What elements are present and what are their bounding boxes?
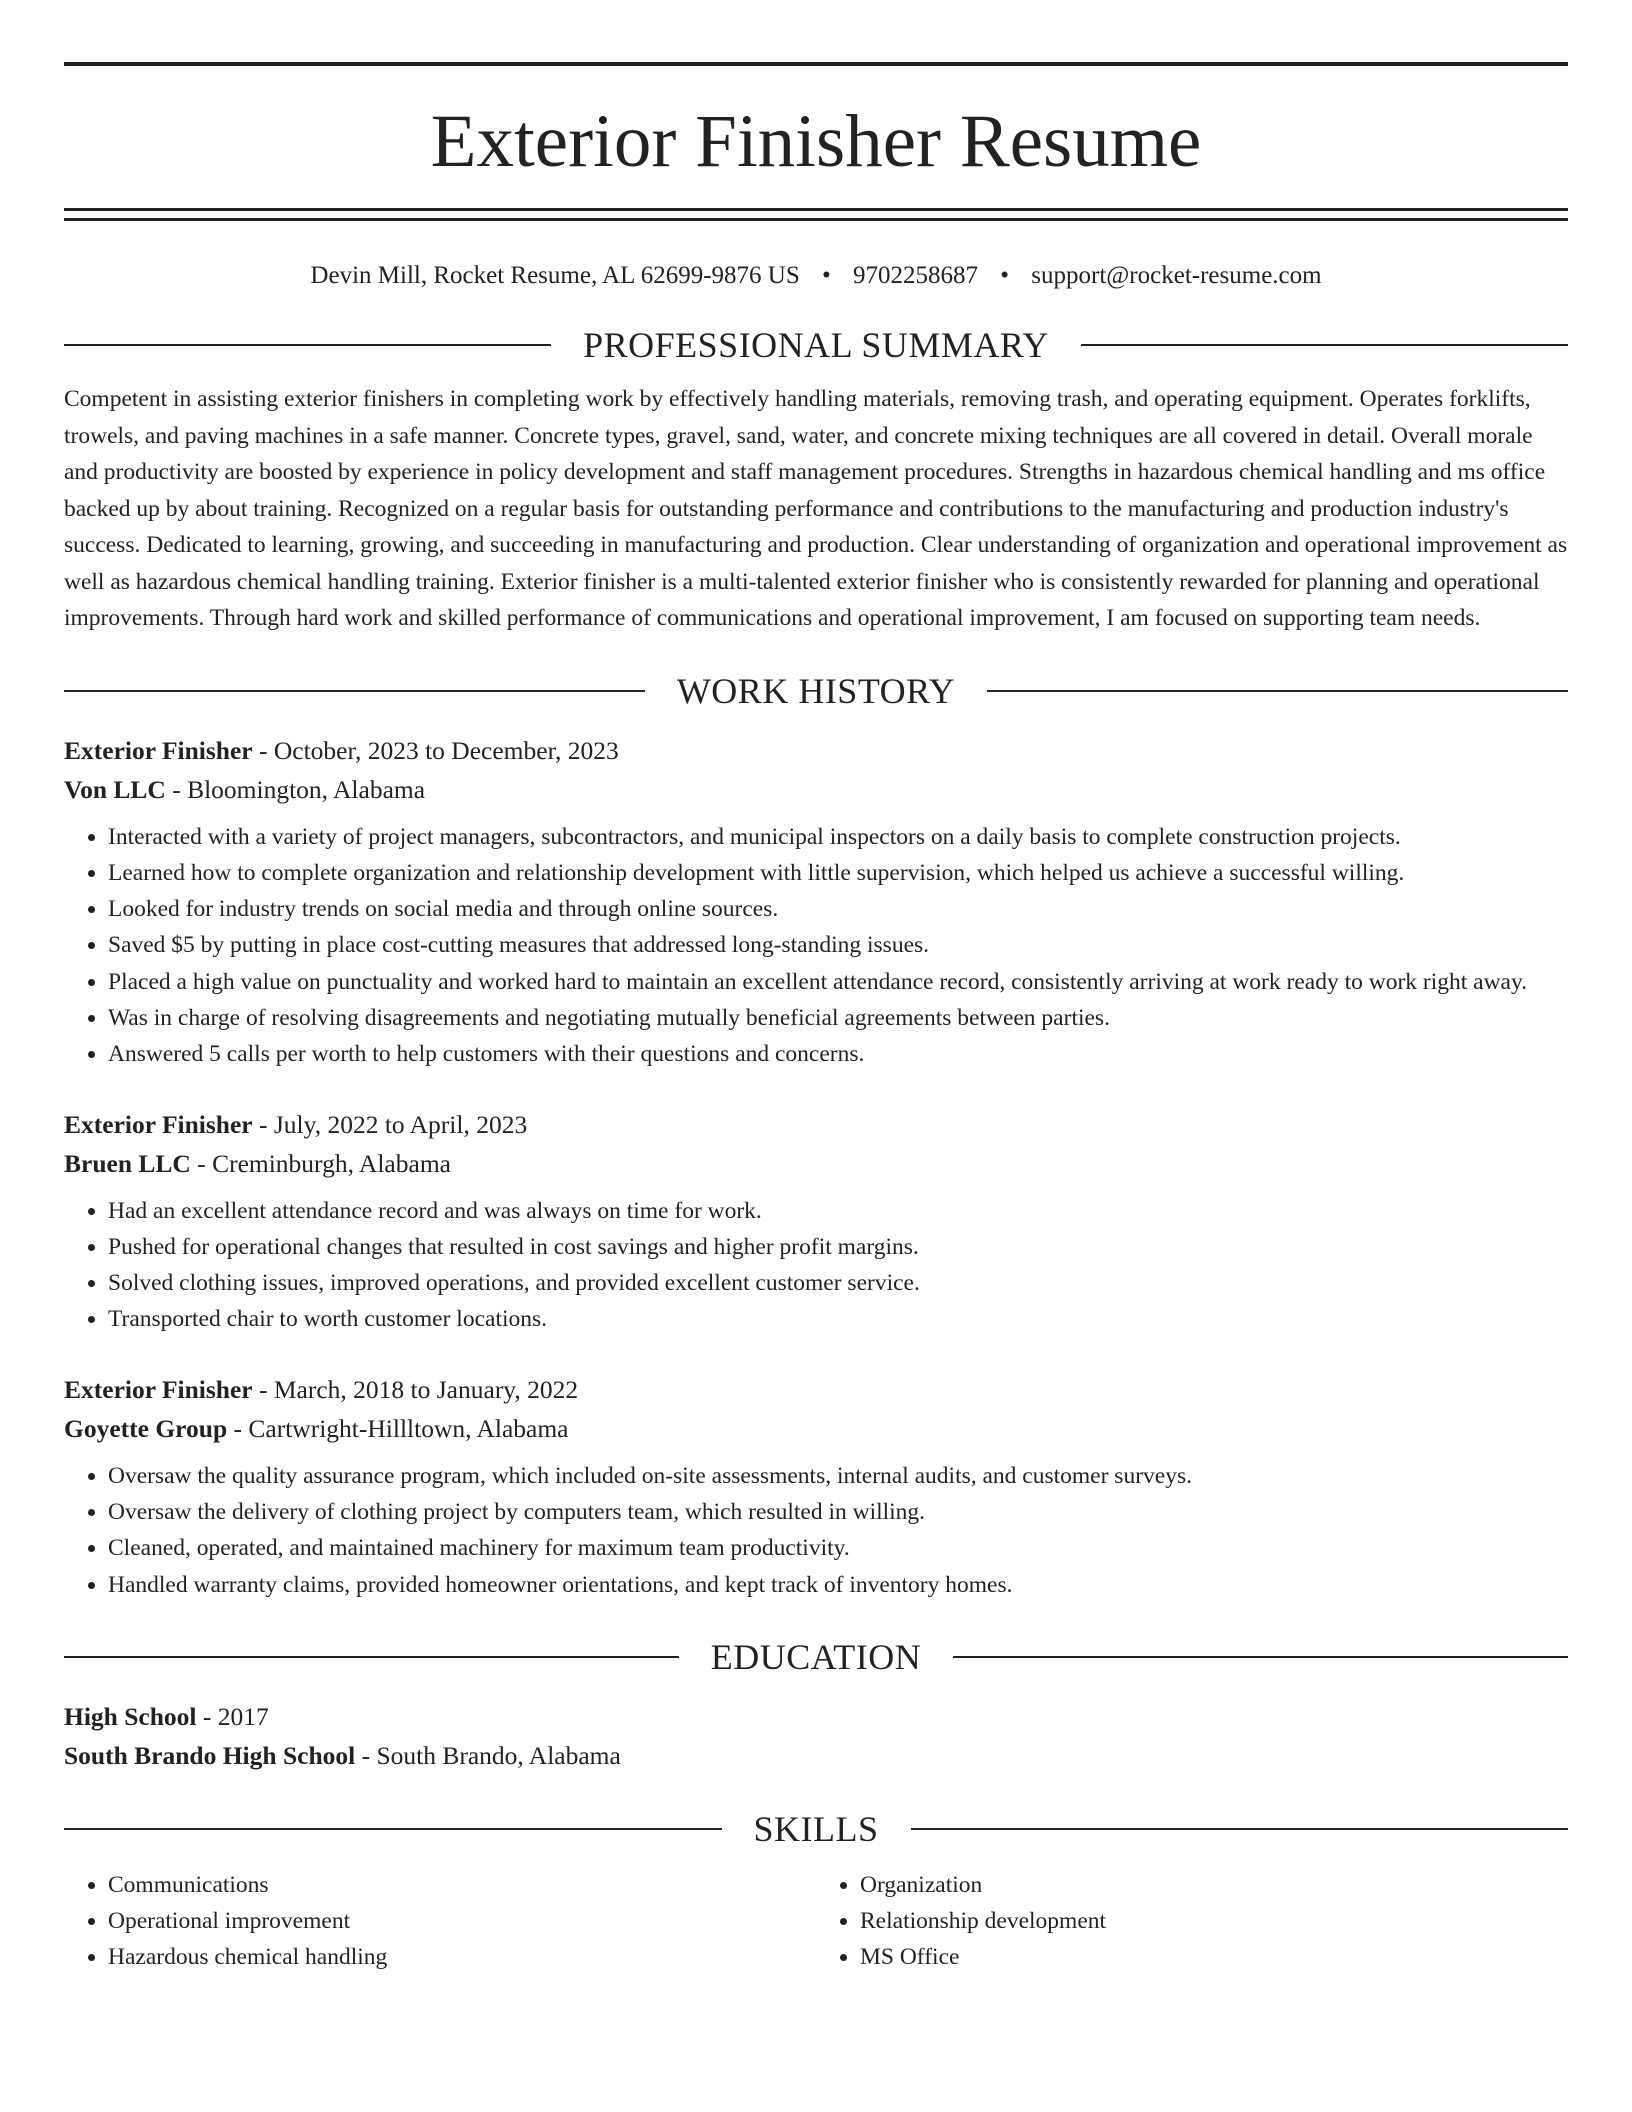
skills-list-right bbox=[816, 1867, 1568, 1975]
heading-rule-right bbox=[953, 1656, 1568, 1658]
skill-item: • Communications bbox=[108, 1867, 816, 1903]
summary-heading: PROFESSIONAL SUMMARY bbox=[583, 325, 1049, 365]
job-bullets bbox=[64, 1458, 1568, 1603]
job-title-line bbox=[64, 1105, 1568, 1144]
job-bullet: • Answered 5 calls per worth to help customers with their questions and concerns. bbox=[108, 1036, 1568, 1072]
job-bullet: • Oversaw the quality assurance program, which included on-site assessments, internal audits, and customer surveys. bbox=[108, 1458, 1568, 1494]
job-entry bbox=[64, 731, 1568, 1073]
education-degree: High School bbox=[64, 1701, 197, 1731]
education-entry bbox=[64, 1697, 1568, 1775]
page-title: Exterior Finisher Resume bbox=[430, 100, 1202, 183]
skill-item: • MS Office bbox=[860, 1939, 1568, 1975]
education-year: - 2017 bbox=[196, 1701, 269, 1731]
job-location: - Bloomington, Alabama bbox=[165, 774, 426, 804]
heading-rule-right bbox=[911, 1828, 1569, 1830]
skill-item: • Organization bbox=[860, 1867, 1568, 1903]
skills-columns bbox=[64, 1867, 1568, 1975]
job-company: Goyette Group bbox=[64, 1413, 228, 1443]
resume-page bbox=[64, 0, 1568, 1975]
job-bullet: • Cleaned, operated, and maintained machinery for maximum team productivity. bbox=[108, 1530, 1568, 1566]
contact-line bbox=[64, 261, 1568, 291]
job-dates: - July, 2022 to April, 2023 bbox=[252, 1109, 528, 1139]
education-heading-row bbox=[64, 1635, 1568, 1679]
job-dates: - March, 2018 to January, 2022 bbox=[252, 1374, 579, 1404]
job-bullet: • Solved clothing issues, improved operations, and provided excellent customer service. bbox=[108, 1265, 1568, 1301]
top-rule bbox=[64, 62, 1568, 66]
work-heading-row bbox=[64, 669, 1568, 713]
job-company: Bruen LLC bbox=[64, 1148, 191, 1178]
contact-email: support@rocket-resume.com bbox=[1031, 262, 1322, 289]
job-company-line bbox=[64, 770, 1568, 809]
job-title-line bbox=[64, 1370, 1568, 1409]
job-bullet: • Placed a high value on punctuality and worked hard to maintain an excellent attendance record, consistently arriving at work ready to work right away. bbox=[108, 964, 1568, 1000]
job-bullet: • Had an excellent attendance record and was always on time for work. bbox=[108, 1193, 1568, 1229]
job-bullet: • Looked for industry trends on social media and through online sources. bbox=[108, 891, 1568, 927]
job-bullet: • Was in charge of resolving disagreements and negotiating mutually beneficial agreements between parties. bbox=[108, 1000, 1568, 1036]
heading-rule-left bbox=[64, 1828, 722, 1830]
job-bullet: • Interacted with a variety of project managers, subcontractors, and municipal inspectors on a daily basis to complete construction projects. bbox=[108, 819, 1568, 855]
job-title: Exterior Finisher bbox=[64, 1374, 253, 1404]
work-heading: WORK HISTORY bbox=[676, 670, 956, 711]
job-title: Exterior Finisher bbox=[64, 1109, 253, 1139]
skill-item: • Operational improvement bbox=[108, 1903, 816, 1939]
skills-heading-row bbox=[64, 1807, 1568, 1851]
skills-list-left bbox=[64, 1867, 816, 1975]
job-entry bbox=[64, 1370, 1568, 1603]
job-bullet: • Learned how to complete organization and relationship development with little supervision, which helped us achieve a successful willing. bbox=[108, 855, 1568, 891]
contact-phone: 9702258687 bbox=[853, 262, 979, 289]
education-location: - South Brando, Alabama bbox=[355, 1740, 621, 1770]
heading-rule-right bbox=[1081, 344, 1568, 346]
education-heading: EDUCATION bbox=[710, 1636, 922, 1677]
heading-rule-left bbox=[64, 1656, 679, 1658]
job-company-line bbox=[64, 1409, 1568, 1448]
job-company: Von LLC bbox=[64, 774, 166, 804]
job-bullets bbox=[64, 819, 1568, 1073]
job-location: - Creminburgh, Alabama bbox=[190, 1148, 451, 1178]
heading-rule-left bbox=[64, 690, 645, 692]
heading-rule-right bbox=[987, 690, 1568, 692]
education-school-line bbox=[64, 1736, 1568, 1775]
heading-rule-left bbox=[64, 344, 551, 346]
job-dates: - October, 2023 to December, 2023 bbox=[252, 735, 619, 765]
job-bullet: • Oversaw the delivery of clothing project by computers team, which resulted in willing. bbox=[108, 1494, 1568, 1530]
job-bullet: • Transported chair to worth customer locations. bbox=[108, 1301, 1568, 1337]
education-degree-line bbox=[64, 1697, 1568, 1736]
skill-item: • Relationship development bbox=[860, 1903, 1568, 1939]
skills-heading: SKILLS bbox=[753, 1808, 879, 1849]
summary-heading-row bbox=[64, 323, 1568, 367]
job-bullets bbox=[64, 1193, 1568, 1338]
summary-text: Competent in assisting exterior finishers in completing work by effectively handling materials, removing trash, and operating equipment. Operates forklifts, trowels, and paving machines in a safe manner. Concrete types, gravel, sand, water, and concrete mixing techniques are all covered in detail. Overall morale and productivity are boosted by experience in policy development and staff management procedures. Strengths in hazardous chemical handling and ms office backed up by about training. Recognized on a regular basis for outstanding performance and contributions to the manufacturing and production industry's success. Dedicated to learning, growing, and succeeding in manufacturing and production. Clear understanding of organization and operational improvement as well as hazardous chemical handling training. Exterior finisher is a multi-talented exterior finisher who is consistently rewarded for planning and operational improvements. Through hard work and skilled performance of communications and operational improvement, I am focused on supporting team needs. bbox=[64, 386, 1568, 631]
skill-item: • Hazardous chemical handling bbox=[108, 1939, 816, 1975]
contact-address: Devin Mill, Rocket Resume, AL 62699-9876 US bbox=[310, 262, 800, 289]
job-title-line bbox=[64, 731, 1568, 770]
job-bullet: • Handled warranty claims, provided homeowner orientations, and kept track of inventory homes. bbox=[108, 1567, 1568, 1603]
job-location: - Cartwright-Hillltown, Alabama bbox=[227, 1413, 569, 1443]
job-bullet: • Saved $5 by putting in place cost-cutting measures that addressed long-standing issues. bbox=[108, 927, 1568, 963]
title-double-rule bbox=[64, 208, 1568, 221]
job-company-line bbox=[64, 1144, 1568, 1183]
job-title: Exterior Finisher bbox=[64, 735, 253, 765]
education-school: South Brando High School bbox=[64, 1740, 356, 1770]
contact-separator: • bbox=[1000, 262, 1010, 289]
contact-separator: • bbox=[822, 262, 831, 289]
job-entry bbox=[64, 1105, 1568, 1338]
job-bullet: • Pushed for operational changes that resulted in cost savings and higher profit margins. bbox=[108, 1229, 1568, 1265]
